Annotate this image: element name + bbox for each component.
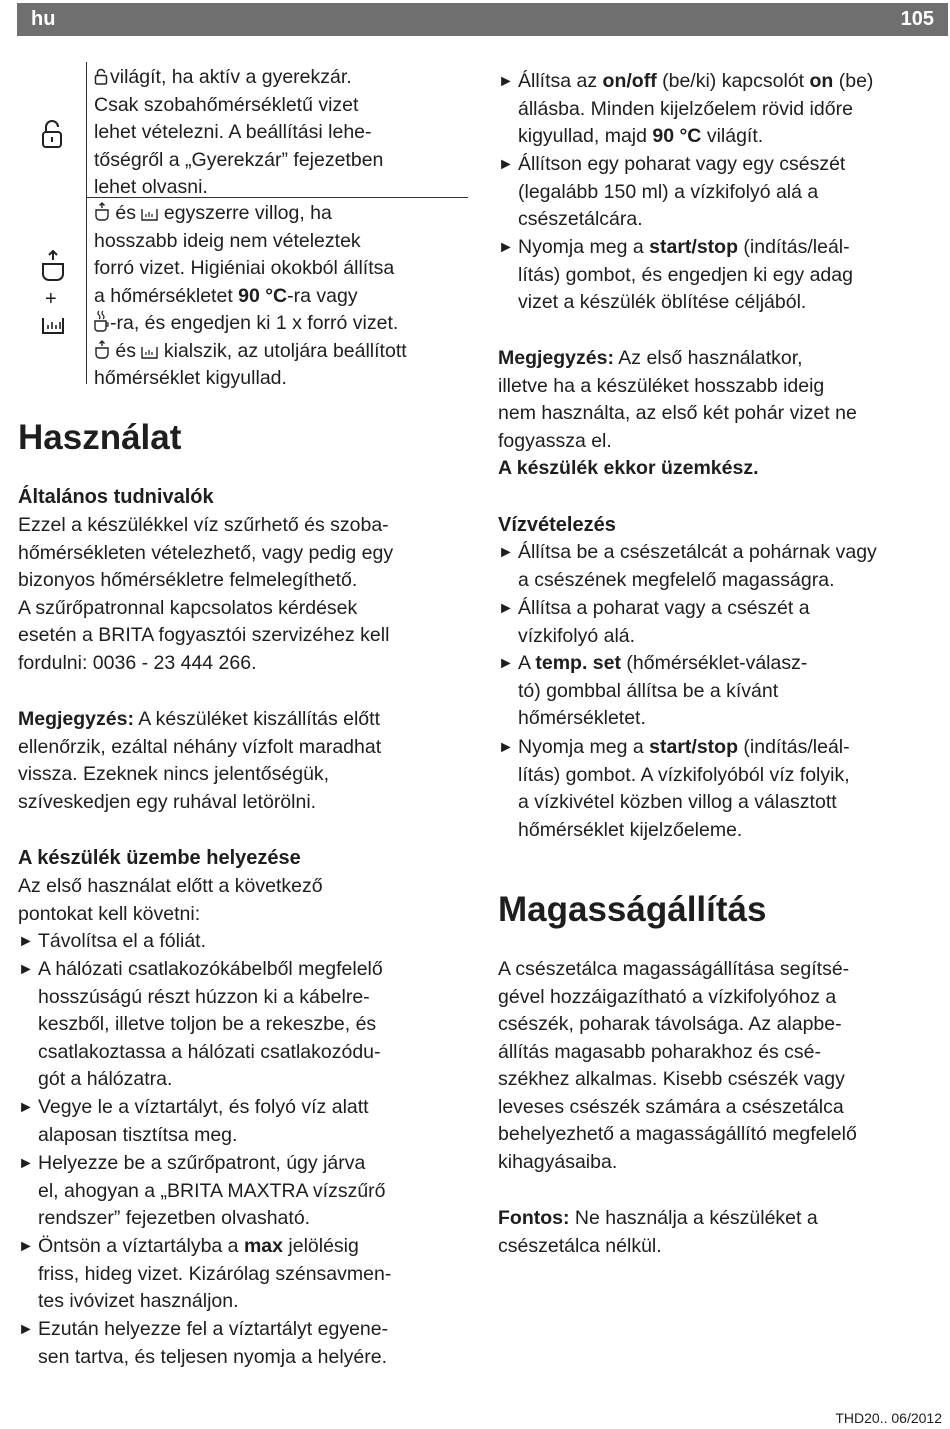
table-row [94, 200, 474, 393]
arrow-bullet-icon: ► [498, 544, 514, 561]
text-line: székhez alkalmas. Kisebb csészék vagy [498, 1068, 845, 1090]
text-line: tes ivóvizet használjon. [38, 1290, 239, 1312]
text-line: a csészének megfelelő magasságra. [518, 568, 835, 591]
arrow-bullet-icon: ► [498, 739, 514, 756]
text-line: fordulni: 0036 - 23 444 266. [18, 651, 257, 674]
language-code: hu [31, 8, 56, 30]
text-line: nem használta, az első két pohár vizet ne [498, 402, 857, 424]
arrow-bullet-icon: ► [18, 933, 34, 950]
on-off-label: on/off [602, 70, 657, 92]
text-line: illetve ha a készüléket hosszabb ideig [498, 374, 825, 397]
on-label: on [809, 70, 834, 92]
cup-icon [94, 340, 110, 360]
text-line: fogyassza el. [498, 429, 612, 452]
list-item [498, 68, 950, 151]
temperature-icon [141, 208, 158, 222]
list-item [18, 956, 478, 1094]
list-item [498, 234, 950, 317]
text-line: hőmérsékletet. [518, 707, 646, 729]
lock-icon [94, 68, 108, 85]
table-divider-vertical [86, 198, 87, 384]
text-line: keszből, illetve toljon be a rekeszbe, és [38, 1013, 377, 1035]
text-line: állásba. Minden kijelzőelem rövid időre [518, 97, 853, 120]
table-cell-text: lehet olvasni. [94, 176, 208, 198]
list-item [18, 928, 478, 956]
arrow-bullet-icon: ► [18, 961, 34, 978]
hot-cup-icon [94, 310, 110, 332]
table-cell-text: világít, ha aktív a gyerekzár. [110, 66, 352, 88]
text-line: (indítás/leál- [738, 736, 850, 758]
text-line: Nyomja meg a [518, 736, 650, 758]
table-cell-text: egyszerre villog, ha [163, 202, 332, 224]
table-cell-text: -ra vagy [287, 284, 358, 307]
note-label: Megjegyzés: [18, 708, 134, 730]
lock-icon [40, 119, 64, 149]
general-info-text [18, 512, 478, 677]
table-cell-text: a hőmérsékletet [94, 284, 239, 307]
table-cell-text: hosszabb ideig nem vételeztek [94, 229, 361, 252]
text-line: szíveskedjen egy ruhával letörölni. [18, 790, 317, 813]
temperature-icon [141, 346, 158, 360]
section-heading-usage: Használat [18, 418, 182, 457]
note-paragraph [18, 706, 478, 816]
text-line: esetén a BRITA fogyasztói szervizéhez kell [18, 624, 390, 646]
text-line: csészék, poharak távolsága. Az alapbe- [498, 1013, 842, 1035]
text-line: lítás) gombot, és engedjen ki egy adag [518, 263, 853, 286]
table-cell-text: -ra, és engedjen ki 1 x forró vizet. [110, 312, 399, 334]
text-line: A csészetálca magasságállítása segítsé- [498, 958, 850, 980]
text-line: jelölésig [282, 1235, 359, 1257]
section-heading-height: Magasságállítás [498, 890, 767, 929]
text-line: (be) [833, 70, 874, 92]
general-info-title: Általános tudnivalók [18, 486, 214, 508]
text-line: friss, hideg vizet. Kizárólag szénsavmen- [38, 1262, 392, 1285]
text-line: Az első használatkor, [613, 347, 803, 369]
text-line: Vegye le a víztartályt, és folyó víz alatt [38, 1096, 369, 1118]
text-line: tó) gombbal állítsa be a kívánt [518, 679, 779, 702]
text-line: csészetálcára. [518, 208, 643, 230]
arrow-bullet-icon: ► [498, 73, 514, 90]
max-label: max [243, 1235, 283, 1257]
text-line: gével hozzáigazítható a vízkifolyóhoz a [498, 985, 837, 1008]
text-line: (legalább 150 ml) a vízkifolyó alá a [518, 180, 819, 203]
list-item [18, 1094, 478, 1149]
arrow-bullet-icon: ► [18, 1321, 34, 1338]
text-line: világít. [701, 125, 764, 147]
table-cell-text: és [115, 339, 137, 362]
arrow-bullet-icon: ► [18, 1099, 34, 1116]
text-line: A [518, 652, 536, 674]
page-number: 105 [900, 8, 934, 30]
text-line: hőmérséklet kijelzőeleme. [518, 818, 743, 841]
arrow-bullet-icon: ► [498, 655, 514, 672]
table-row [94, 64, 474, 202]
text-line: pontokat kell követni: [18, 902, 201, 925]
text-line: vizet a készülék öblítése céljából. [518, 291, 807, 313]
text-line: (hőmérséklet-válasz- [620, 652, 808, 674]
list-item [18, 1150, 478, 1233]
text-line: rendszer” fejezetben olvasható. [38, 1207, 311, 1229]
text-line: behelyezhető a magasságállító megfelelő [498, 1123, 857, 1145]
table-cell-text: tőségről a „Gyerekzár” fejezetben [94, 148, 384, 171]
text-line: vízkifolyó alá. [518, 624, 636, 647]
text-line: ellenőrzik, ezáltal néhány vízfolt maradhat [18, 735, 382, 758]
plus-sign: + [45, 288, 57, 310]
list-item [498, 539, 950, 594]
table-divider-vertical [86, 62, 87, 198]
text-line: leveses csészék számára a csészetálca [498, 1095, 844, 1118]
text-line: A hálózati csatlakozókábelből megfelelő [38, 958, 383, 980]
text-line: Távolítsa el a fóliát. [38, 930, 206, 952]
list-item [498, 151, 950, 234]
text-line: Helyezze be a szűrőpatront, úgy járva [38, 1152, 366, 1174]
text-line: Állítsa be a csészetálcát a pohárnak vagy [518, 541, 877, 563]
arrow-bullet-icon: ► [18, 1238, 34, 1255]
text-line: Állítsa a poharat vagy a csészét a [518, 597, 810, 619]
arrow-bullet-icon: ► [18, 1155, 34, 1172]
temperature-value: 90 °C [238, 284, 288, 307]
text-line: kihagyásaiba. [498, 1150, 618, 1173]
setup-title: A készülék üzembe helyezése [18, 847, 301, 869]
text-line: csatlakoztassa a hálózati csatlakozódu- [38, 1040, 381, 1063]
table-cell-text: hőmérséklet kigyullad. [94, 367, 287, 389]
ready-note: A készülék ekkor üzemkész. [498, 457, 759, 479]
text-line: bizonyos hőmérsékletre felmelegíthető. [18, 569, 358, 591]
list-item [498, 734, 950, 844]
text-line: (indítás/leál- [738, 236, 850, 258]
important-note [498, 1205, 950, 1260]
text-line: Ezzel a készülékkel víz szűrhető és szoba- [18, 514, 389, 536]
important-label: Fontos: [498, 1207, 570, 1229]
temperature-icon [41, 316, 65, 336]
table-cell-text: és [115, 202, 137, 224]
text-line: alaposan tisztítsa meg. [38, 1123, 238, 1146]
page-header [17, 3, 948, 36]
text-line: Nyomja meg a [518, 236, 650, 258]
cup-icon [40, 250, 66, 284]
text-line: Öntsön a víztartályba a [38, 1235, 244, 1257]
text-line: sen tartva, és teljesen nyomja a helyére. [38, 1345, 388, 1368]
text-line: Ne használja a készüléket a [569, 1207, 818, 1229]
text-line: (be/ki) kapcsolót [656, 70, 810, 92]
temperature-value: 90 °C [652, 125, 702, 147]
height-text [498, 956, 950, 1176]
table-cell-text: kialszik, az utoljára beállított [163, 339, 407, 362]
list-item [498, 650, 950, 733]
text-line: a vízkivétel közben villog a választott [518, 791, 837, 813]
list-item [18, 1233, 478, 1316]
text-line: Ezután helyezze fel a víztartályt egyene- [38, 1318, 389, 1340]
text-line: állítás magasabb poharakhoz és csé- [498, 1040, 822, 1063]
text-line: A szűrőpatronnal kapcsolatos kérdések [18, 596, 358, 619]
text-line: A készüléket kiszállítás előtt [133, 708, 380, 730]
text-line: el, ahogyan a „BRITA MAXTRA vízszűrő [38, 1179, 386, 1202]
text-line: Állítson egy poharat vagy egy csészét [518, 153, 846, 175]
footer-code: THD20.. 06/2012 [835, 1410, 942, 1426]
text-line: vissza. Ezeknek nincs jelentőségük, [18, 763, 330, 785]
text-line: hosszúságú részt húzzon ki a kábelre- [38, 985, 370, 1008]
text-line: Állítsa az [518, 70, 603, 92]
table-cell-text: lehet vételezni. A beállítási lehe- [94, 121, 372, 143]
text-line: lítás) gombot. A vízkifolyóból víz folyik, [518, 763, 850, 786]
arrow-bullet-icon: ► [498, 600, 514, 617]
text-line: gót a hálózatra. [38, 1068, 173, 1090]
table-cell-text: forró vizet. Higiéniai okokból állítsa [94, 257, 395, 279]
start-stop-label: start/stop [649, 236, 738, 258]
text-line: csészetálca nélkül. [498, 1234, 662, 1257]
start-stop-label: start/stop [649, 736, 738, 758]
note-label: Megjegyzés: [498, 347, 614, 369]
dispense-title: Vízvételezés [498, 514, 616, 536]
arrow-bullet-icon: ► [498, 239, 514, 256]
text-line: Az első használat előtt a következő [18, 875, 323, 897]
temp-set-label: temp. set [535, 652, 621, 674]
list-item [498, 595, 950, 650]
setup-intro [18, 873, 478, 928]
list-item [18, 1316, 478, 1371]
note-paragraph [498, 345, 950, 483]
arrow-bullet-icon: ► [498, 156, 514, 173]
table-cell-text: Csak szobahőmérsékletű vizet [94, 93, 359, 116]
text-line: kigyullad, majd [518, 125, 653, 147]
cup-icon [94, 202, 110, 222]
text-line: hőmérsékleten vételezhető, vagy pedig egy [18, 541, 394, 564]
